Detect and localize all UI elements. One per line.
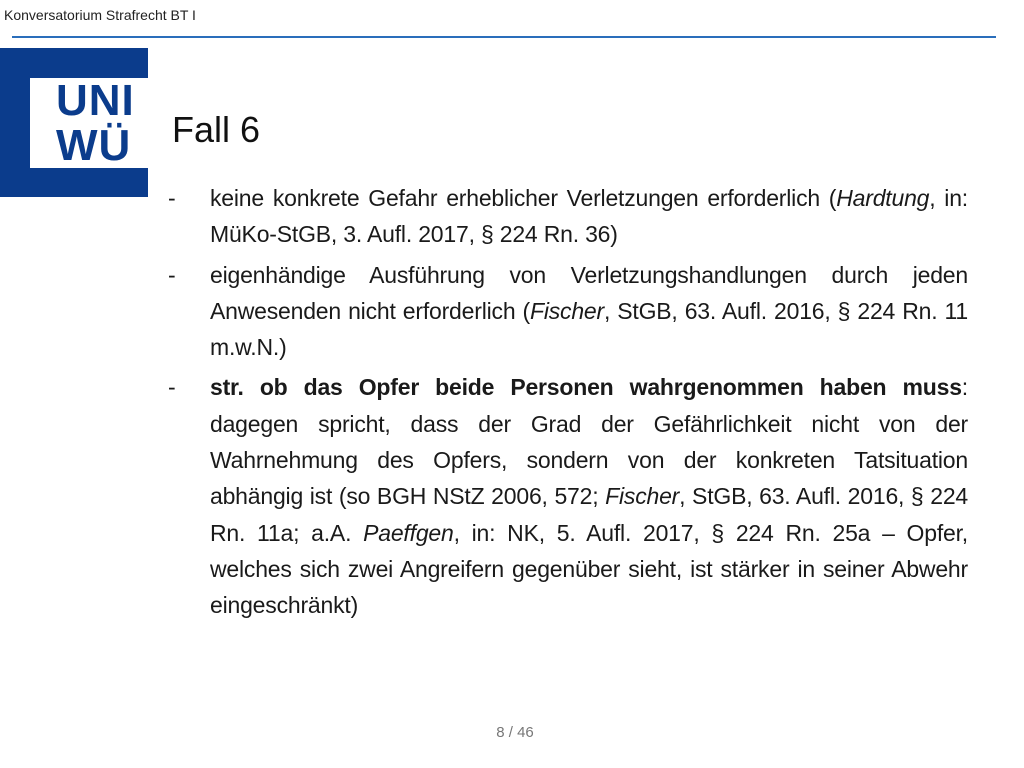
bullet-text <box>210 369 968 623</box>
bullet-item <box>168 369 968 623</box>
text-segment: eigenhändige Ausführung von Verletzungshandlungen durch jeden Anwesenden nicht erforderlich ( <box>210 261 968 324</box>
text-segment: : dagegen spricht, dass der Grad der Gefährlichkeit nicht von der Wahrnehmung des Opfers, sondern von der konkreten Tatsituation abhängig ist (so BGH NStZ 2006, 572; <box>210 374 968 510</box>
slide-title: Fall 6 <box>172 109 261 150</box>
author-name-italic: Fischer <box>529 297 604 324</box>
header-divider <box>12 36 996 38</box>
bullet-text <box>210 180 968 253</box>
bullet-marker: - <box>168 374 176 401</box>
author-name-italic: Paeffgen <box>363 519 454 546</box>
bullet-marker: - <box>168 261 176 288</box>
bullet-marker: - <box>168 185 176 211</box>
bullet-item <box>168 180 968 253</box>
author-name-italic: Hardtung <box>836 185 930 211</box>
author-name-italic: Fischer <box>605 483 680 510</box>
page-indicator: 8 / 46 <box>496 724 534 741</box>
text-segment: keine konkrete Gefahr erheblicher Verletzungen erforderlich ( <box>210 185 837 211</box>
text-segment: , StGB, 63. Aufl. 2016, § 224 Rn. 11a; a.A. <box>210 483 969 546</box>
presentation-title: Konversatorium Strafrecht BT I <box>4 7 196 23</box>
logo-text-line-1: UNI <box>56 76 135 125</box>
logo-text-line-2: WÜ <box>56 121 132 170</box>
text-segment: , StGB, 63. Aufl. 2016, § 224 Rn. 11 m.w.N.) <box>210 297 969 361</box>
text-segment: , in: MüKo-StGB, 3. Aufl. 2017, § 224 Rn. 36) <box>210 185 968 248</box>
slide-content <box>168 180 968 628</box>
bullet-item <box>168 257 968 366</box>
bullet-text <box>210 257 968 366</box>
university-logo <box>0 48 148 197</box>
text-segment: , in: NK, 5. Aufl. 2017, § 224 Rn. 25a – Opfer, welches sich zwei Angreifern gegenüber sieht, ist stärker in seiner Abwehr eingeschränkt) <box>210 519 968 619</box>
bold-segment: str. ob das Opfer beide Personen wahrgenommen haben muss <box>210 374 962 401</box>
